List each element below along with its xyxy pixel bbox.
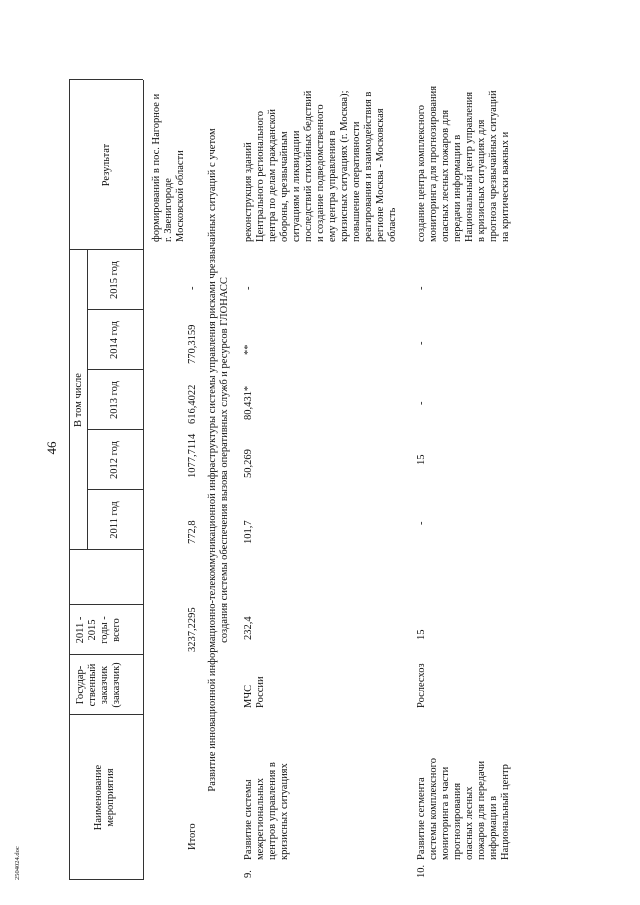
itogo-2015: - xyxy=(187,286,198,290)
header-2014: 2014 год xyxy=(109,321,120,359)
row-10-customer: Рослесхоз xyxy=(416,663,427,708)
header-name: Наименование мероприятия xyxy=(93,764,116,831)
rotated-table-sheet xyxy=(61,30,621,890)
row-10-2015: - xyxy=(416,286,427,290)
grid-line xyxy=(143,80,144,880)
row-10-2011: - xyxy=(416,521,427,525)
itogo-2013: 616,4022 xyxy=(187,384,198,424)
row-9-2012: 50,269 xyxy=(243,449,254,478)
row-9-customer: МЧС России xyxy=(243,676,266,708)
row-9-name: Развитие системы межрегиональных центров управления в кризисных ситуациях xyxy=(243,762,290,860)
top-result-text: формирований в пос. Нагорное и г. Звенигороде Московской области xyxy=(151,93,186,242)
header-customer: Государ- ственный заказчик (заказчик) xyxy=(75,662,122,708)
header-2012: 2012 год xyxy=(109,441,120,479)
itogo-label: Итого xyxy=(187,823,198,850)
row-9-result: реконструкция зданий Центрального регионального центра по делам гражданской обороны, чрезвычайным ситуациям и ликвидации последствий стихийных бедствий и создание подведомственного ему центра управления в кризисных ситуациях (г. Москва); повышение оперативности реагирования и взаимодействия в регионе Москва - Московская область xyxy=(243,90,398,242)
header-2015: 2015 год xyxy=(109,261,120,299)
grid-line xyxy=(87,250,88,550)
grid-line xyxy=(69,80,70,880)
row-9-2011: 101,7 xyxy=(243,520,254,544)
row-10-name: Развитие сегмента системы комплексного мониторинга в части прогнозирования опасных лесных пожаров для передачи информации в Национальный центр xyxy=(416,758,511,860)
header-in-that: В том числе xyxy=(73,373,84,427)
itogo-2011: 772,8 xyxy=(187,520,198,544)
row-10-total: 15 xyxy=(416,629,427,640)
header-total: 2011 - 2015 годы - всего xyxy=(75,616,122,644)
row-9-number: 9. xyxy=(243,870,254,878)
section-title: Развитие инновационной информационно-телекоммуникационной инфраструктуры системы управления рисками чрезвычайных ситуаций с учетом создания системы обеспечения вызова оперативных служб и ресурсов ГЛОНАСС xyxy=(207,128,230,792)
row-9-total: 232,4 xyxy=(243,616,254,640)
row-9-2014: ** xyxy=(243,344,254,355)
itogo-total: 3237,2295 xyxy=(187,607,198,652)
row-10-number: 10. xyxy=(416,864,427,878)
row-9-2015: - xyxy=(243,286,254,290)
header-result: Результат xyxy=(101,143,112,187)
row-10-2013: - xyxy=(416,401,427,405)
row-10-2012: 15 xyxy=(416,454,427,465)
header-2013: 2013 год xyxy=(109,381,120,419)
itogo-2014: 770,3159 xyxy=(187,324,198,364)
row-9-2013: 80,431* xyxy=(243,385,254,420)
header-2011: 2011 год xyxy=(109,501,120,539)
row-10-result: создание центра комплексного мониторинга для прогнозирования опасных лесных пожаров для передачи информации в Национальный центр управления в кризисных ситуациях для прогноза чрезвычайных ситуаций на критически важных и xyxy=(416,85,511,242)
row-10-2014: - xyxy=(416,341,427,345)
itogo-2012: 1077,7114 xyxy=(187,433,198,478)
page-number: 46 xyxy=(44,441,59,455)
footer-doc-name: 2504024.doc xyxy=(14,846,21,880)
